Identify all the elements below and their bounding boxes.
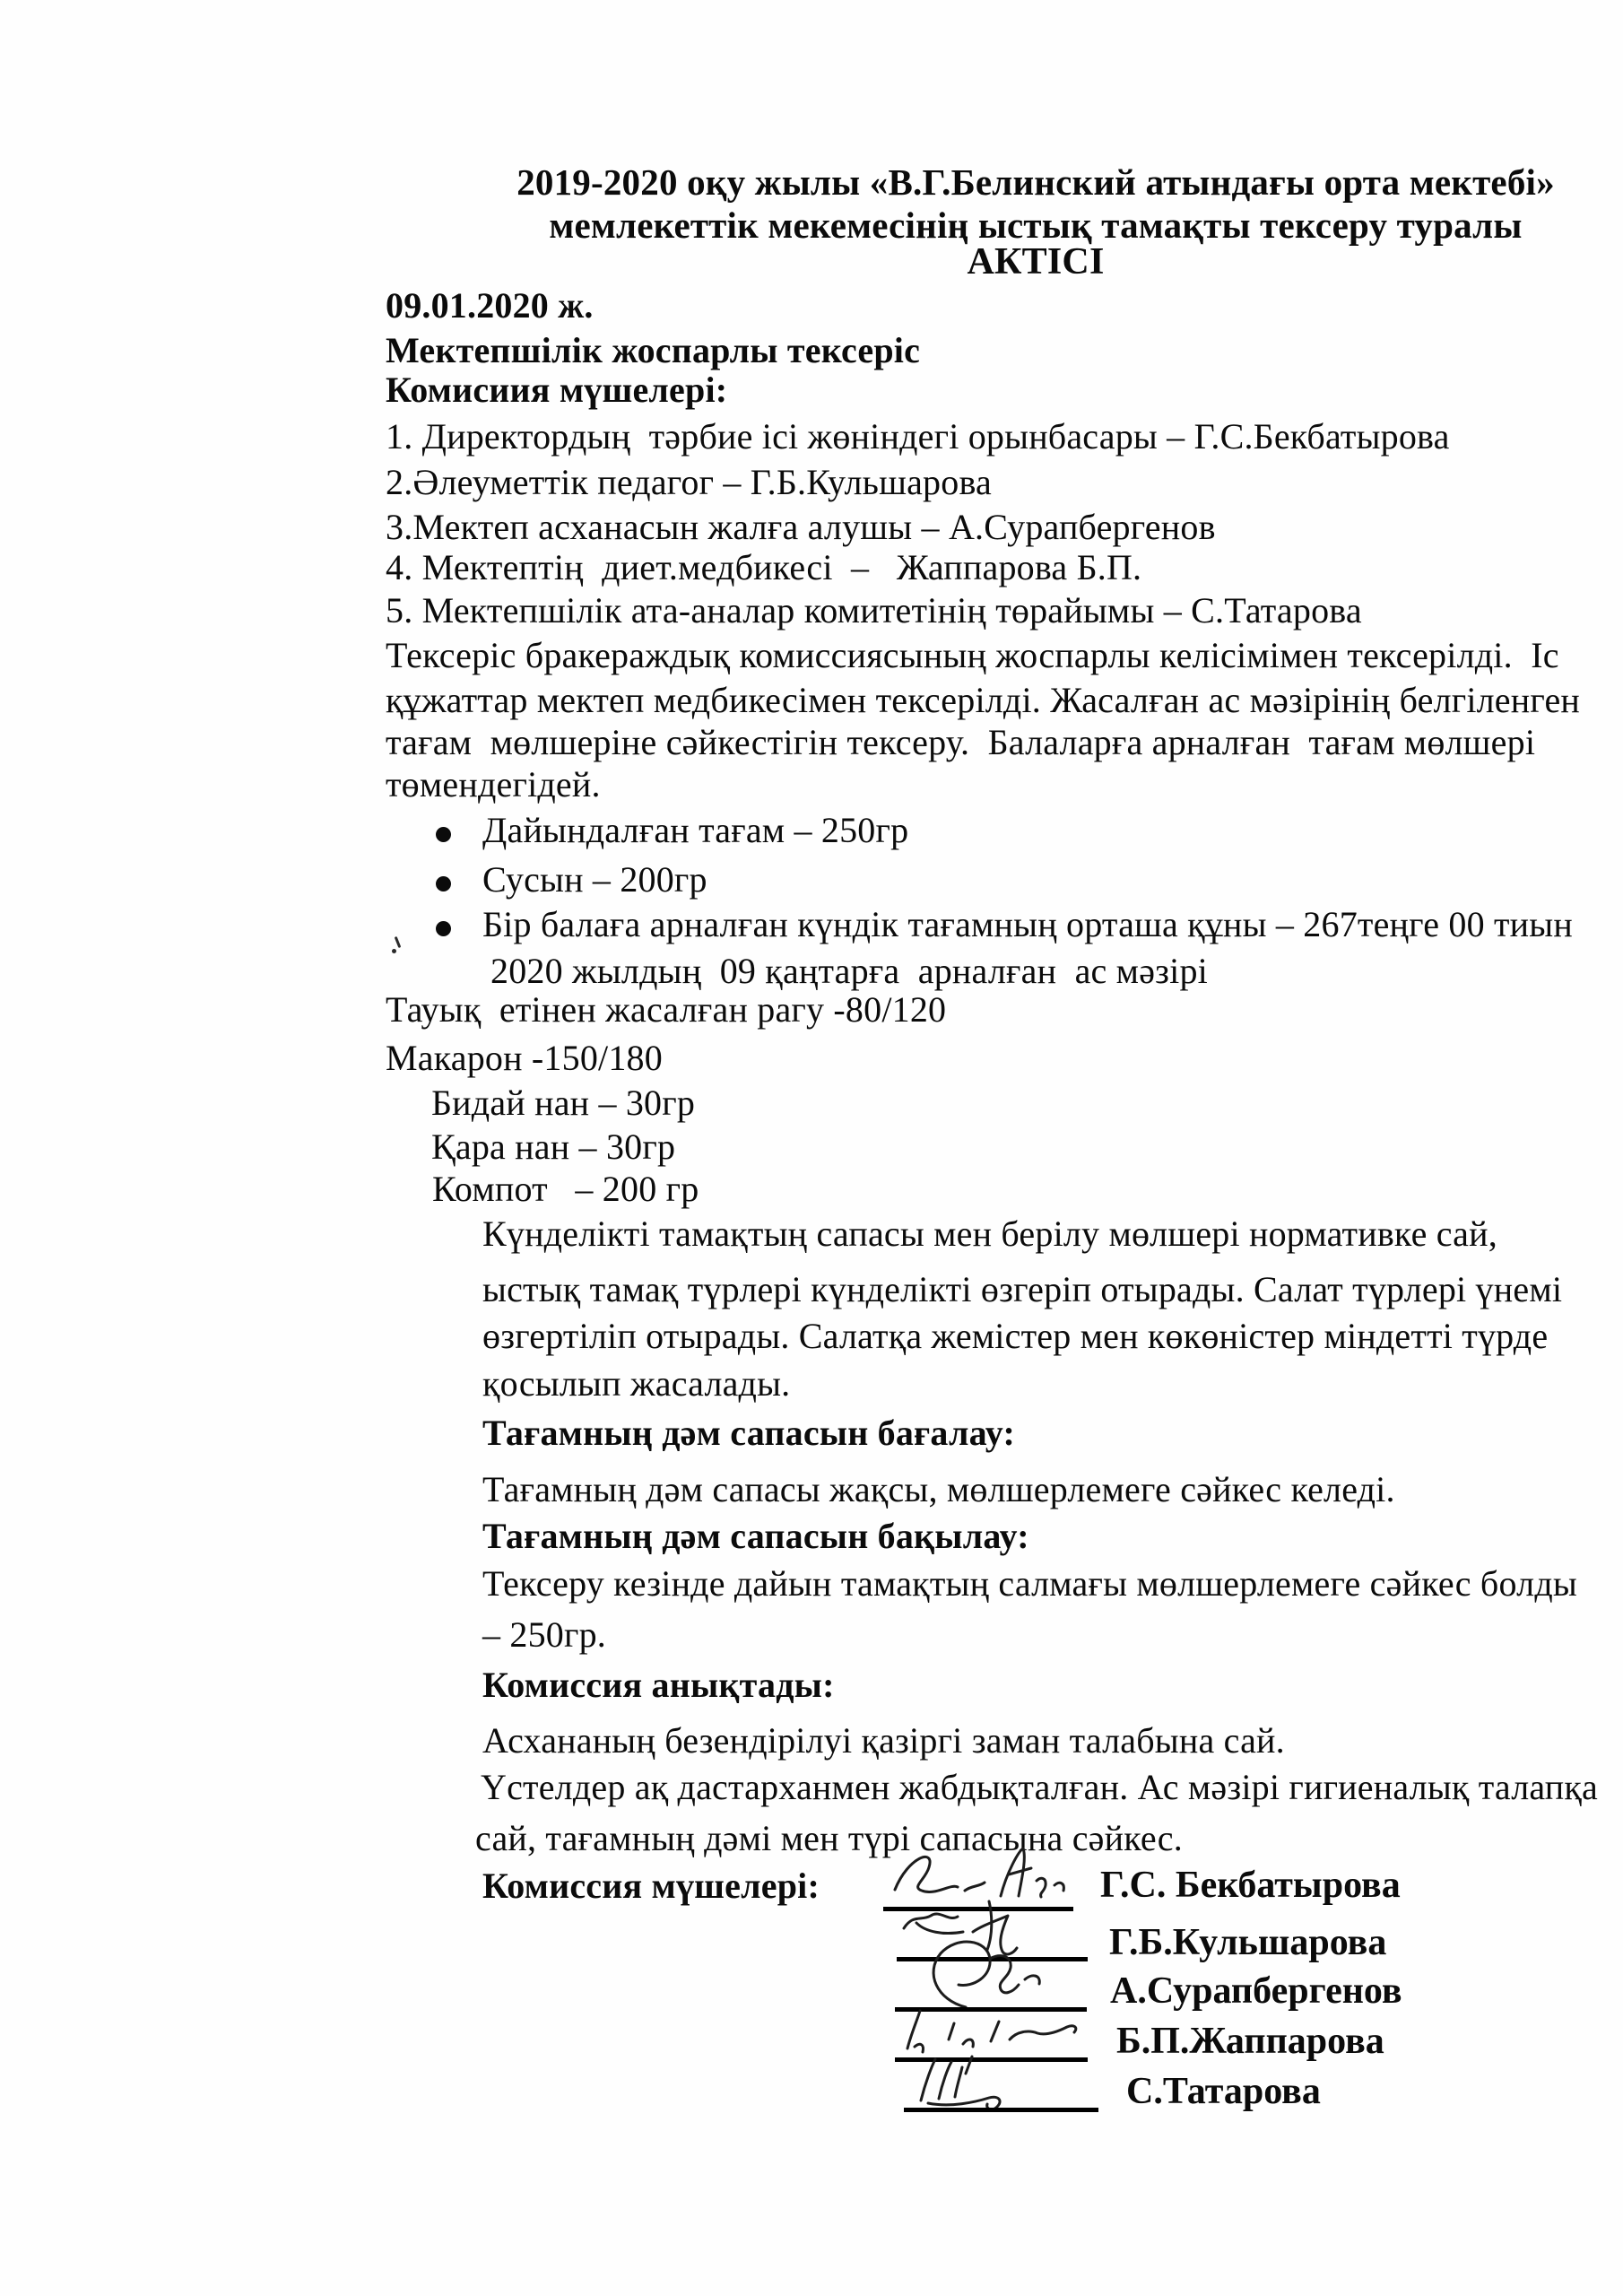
member-line-5: 5. Мектепшілік ата-аналар комитетінің төрайымы – С.Татарова [386,590,1362,631]
taste-eval-heading: Тағамның дәм сапасын бағалау: [482,1413,1015,1453]
bullet-dot [436,921,451,936]
menu-line-3: Бидай нан – 30гр [431,1083,696,1123]
title-line-3: АКТІСІ [967,241,1105,283]
intro-line-2: құжаттар мектеп медбикесімен тексерілді. Жасалған ас мәзірінің белгіленген [386,680,1581,720]
menu-line-1: Тауық етінен жасалған рагу -80/120 [386,989,947,1030]
bullet-continuation: 2020 жылдың 09 қаңтарға арналған ас мәзірі [490,951,1208,991]
member-line-4: 4. Мектептің диет.медбикесі – Жаппарова Б.П. [386,547,1142,587]
signature-name-4: Б.П.Жаппарова [1116,2021,1384,2062]
title-line-1: 2019-2020 оқу жылы «В.Г.Белинский атындағы орта мектебі» [516,161,1555,203]
signature-name-3: А.Сурапбергенов [1110,1970,1402,2012]
title-line-2: мемлекеттік мекемесінің ыстық тамақты тексеру туралы [549,204,1523,246]
quality-line-3: өзгертіліп отырады. Салатқа жемістер мен көкөністер міндетті түрде [482,1316,1549,1356]
signature-scrawl [901,2047,1112,2117]
intro-line-3: тағам мөлшеріне сәйкестігін тексеру. Балаларға арналған тағам мөлшері [386,722,1536,762]
check-type-heading: Мектепшілік жоспарлы тексеріс [386,330,921,370]
menu-line-5: Компот – 200 гр [432,1169,699,1209]
signature-name-5: С.Татарова [1126,2071,1321,2112]
bullet-dot [436,827,451,842]
norm-bullet-1: Дайындалған тағам – 250гр [482,810,909,850]
intro-line-1: Тексеріс бракераждық комиссиясының жоспарлы келісімімен тексерілді. Іс [386,635,1559,675]
signature-name-2: Г.Б.Кульшарова [1109,1922,1387,1963]
norm-bullet-2: Сусын – 200гр [482,859,707,900]
signature-line [904,2108,1098,2112]
quality-line-4: қосылып жасалады. [482,1363,791,1404]
menu-line-2: Макарон -150/180 [386,1038,663,1078]
intro-line-4: төмендегідей. [386,764,601,804]
findings-line-2: Үстелдер ақ дастарханмен жабдықталған. Ас мәзірі гигиеналық талапқа [481,1767,1598,1807]
commission-heading: Комисиия мүшелері: [386,370,728,410]
member-line-1: 1. Директордың тәрбие ісі жөніндегі орынбасары – Г.С.Бекбатырова [386,416,1450,457]
ink-speck [395,936,402,948]
signature-name-1: Г.С. Бекбатырова [1100,1865,1401,1906]
taste-control-line-2: – 250гр. [482,1614,607,1655]
member-line-2: 2.Әлеуметтік педагог – Г.Б.Кульшарова [386,462,992,502]
signature-block-label: Комиссия мүшелері: [482,1866,820,1906]
findings-line-1: Асхананың безендірілуі қазіргі заман талабына сай. [482,1720,1285,1761]
taste-control-heading: Тағамның дәм сапасын бақылау: [482,1516,1029,1556]
date-line: 09.01.2020 ж. [386,285,594,326]
bullet-dot [436,876,451,891]
taste-eval-text: Тағамның дәм сапасы жақсы, мөлшерлемеге сәйкес келеді. [482,1469,1395,1509]
menu-line-4: Қара нан – 30гр [431,1126,676,1167]
taste-control-line-1: Тексеру кезінде дайын тамақтың салмағы мөлшерлемеге сәйкес болды [482,1563,1577,1604]
signature-scrawl [910,1930,1081,2013]
findings-heading: Комиссия анықтады: [482,1665,835,1705]
norm-bullet-3: Бір балаға арналған күндік тағамның орташа құны – 267теңге 00 тиын [482,904,1573,944]
quality-line-1: Күнделікті тамақтың сапасы мен берілу мөлшері нормативке сай, [482,1213,1497,1254]
quality-line-2: ыстық тамақ түрлері күнделікті өзгеріп отырады. Салат түрлері үнемі [482,1269,1563,1309]
findings-line-3: сай, тағамның дәмі мен түрі сапасына сәйкес. [475,1818,1183,1858]
member-line-3: 3.Мектеп асханасын жалға алушы – А.Сурапбергенов [386,507,1216,547]
ink-speck [392,949,396,953]
